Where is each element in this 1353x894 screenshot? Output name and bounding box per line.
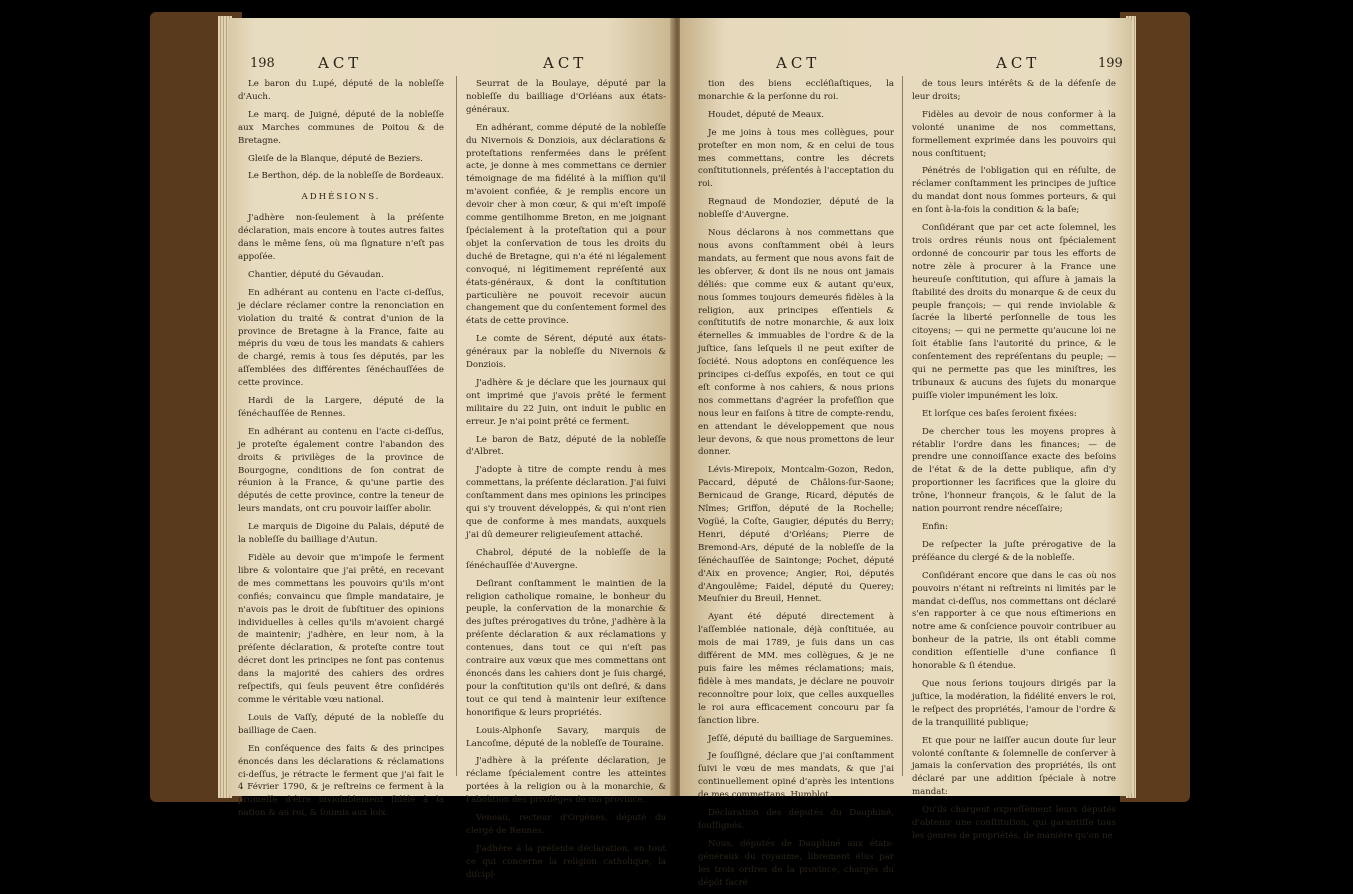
paragraph: Jeſſé, député du bailliage de Sarguemines. — [708, 733, 894, 744]
paragraph: Houdet, député de Meaux. — [708, 109, 825, 120]
left-page — [228, 18, 674, 880]
open-book — [150, 12, 1190, 888]
paragraph: J'adhère à la préſente déclaration, je réclame ſpécialement contre les atteintes portées à la religion ou à la monarchie, & l'abolition des privilèges de ma province. — [466, 756, 666, 806]
running-head: ACT — [776, 54, 821, 72]
paragraph: En adhérant au contenu en l'acte ci-deſſus, je déclare réclamer contre la renonciation en violation du traité & contrat d'union de la province de Bretagne à la France, faite au mépris du vœu de tous les mandats & cahiers de chargé, remis à tous ſes députés, par les aſſemblées des différentes ſénéchauſſées de cette province. — [238, 287, 444, 389]
paragraph: Qu'ils chargent expreſſément leurs députés d'obtenir une conſtitution, qui garantiſſe tous les genres de propriétés, de manière qu'on ne — [912, 805, 1116, 841]
paragraph: J'adhère & je déclare que les journaux qui ont imprimé que j'avois prêté le ferment militaire du 22 Juin, ont induit le public en erreur. Je n'ai point prêté ce ferment. — [466, 377, 666, 427]
paragraph: Pénétrés de l'obligation qui en réſulte, de réclamer conſtamment les principes de juſtice du mandat dont nous ſommes porteurs, & qui en ſont à-la-fois la condition & la baſe; — [912, 166, 1116, 216]
paragraph: Gleiſe de la Blanque, député de Beziers. — [248, 153, 423, 164]
running-head: ACT — [318, 54, 363, 72]
paragraph: Deſirant conſtamment le maintien de la religion catholique romaine, le bonheur du peuple, la conſervation de la monarchie & des juſtes prérogatives du trône, j'adhère à la préſente déclaration & aux réclamations y contenues, dans tout ce qui n'eſt pas contraire aux vœux que mes commettans ont énoncés dans les cahiers dont je ſuis chargé, pour la conſtitution qu'ils ont deſiré, & dans tout ce qui tend à maintenir leur exiſtence honorifique & leurs propriétés. — [466, 578, 666, 718]
paragraph: Seurrat de la Boulaye, député par la nobleſſe du bailliage d'Orléans aux états-généraux. — [466, 79, 666, 115]
paragraph: Louis-Alphonſe Savary, marquis de Lancoſme, député de la nobleſſe de Touraine. — [466, 725, 666, 749]
paragraph: En adhérant au contenu en l'acte ci-deſſus, je proteſte également contre l'abandon des droits & privilèges de la province de Bourgogne, conditions de ſon contrat de réunion à la France, & qu'une partie des députés de cette province, contre la teneur de leurs mandats, ont cru pouvoir laiſſer abolir. — [238, 426, 444, 515]
paragraph: Hardi de la Largere, député de la ſénéchauſſée de Rennes. — [238, 396, 444, 419]
paragraph: De chercher tous les moyens propres à rétablir l'ordre dans les finances; — de prendre une connoiſſance exacte des beſoins de l'état & de la dette publique, afin d'y proportionner les ſacrifices que la gloire du trône, l'honneur françois, & le ſalut de la nation pourront rendre néceſſaire; — [912, 426, 1116, 515]
paragraph: Fidèle au devoir que m'impoſe le ferment libre & volontaire que j'ai prêté, en recevant de mes commettans les pouvoirs qu'ils m'ont confiés; convaincu que ſimple mandataire, je n'avois pas le droit de ſubſtituer des opinions individuelles à celles qu'ils m'avoient chargé de maintenir; j'adhère, en leur nom, à la préſente déclaration, & proteſte contre tout décret dont les principes ne ſont pas contenus dans la majorité des cahiers des ordres reſpectifs, qui ſeuls peuvent être conſidérés comme le véritable vœu national. — [238, 553, 444, 705]
paragraph: Le comte de Sérent, député aux états-généraux par la nobleſſe du Nivernois & Donziois. — [466, 334, 666, 371]
text-column-1 — [698, 78, 894, 894]
running-head: ACT — [543, 54, 588, 72]
paragraph: Et lorſque ces baſes ſeroient fixées: — [922, 408, 1077, 419]
column-rule — [902, 76, 903, 776]
column-rule — [456, 76, 457, 776]
paragraph: En conſéquence des faits & des principes énoncés dans les déclarations & réclamations ci-deſſus, je rétracte le ferment que j'ai fait le 4 Février 1790, & je reſtreins ce ferment à la promeſſe d'être inviolablement fidèle à la nation & au roi, & ſoumis aux loix. — [238, 743, 444, 819]
paragraph: Le marq. de Juigné, député de la nobleſſe aux Marches communes de Poitou & de Bretagne. — [238, 109, 444, 146]
paragraph: Le Berthon, dép. de la nobleſſe de Bordeaux. — [248, 171, 444, 182]
paragraph: Chabrol, député de la nobleſſe de la ſénéchauſſée d'Auvergne. — [466, 547, 666, 571]
text-column-2 — [466, 78, 666, 887]
paragraph: Ayant été député directement à l'aſſemblée nationale, déjà conſtituée, au mois de mai 1789, je ſuis dans un cas différent de MM. mes collègues, & je ne puis faire les mêmes réclamations; mais, fidèle à mes mandats, je déclare ne pouvoir reconnoître pour loix, que celles auxquelles le roi aura efficacement concouru par ſa ſanction libre. — [698, 612, 894, 726]
paragraph: Regnaud de Mondozier, député de la nobleſſe d'Auvergne. — [698, 197, 894, 221]
paragraph: Enfin: — [922, 522, 948, 532]
page-number: 199 — [1098, 56, 1123, 71]
paragraph: En adhérant, comme député de la nobleſſe du Nivernois & Donziois, aux déclarations & proteſtations renfermées dans le préſent acte, je donne à mes commettans ce dernier témoignage de ma fidélité à la miſſion qu'il m'avoient confiée, & je remplis encore un devoir cher à mon cœur, & qui m'eſt impoſé comme gentilhomme Breton, en me joignant ſpécialement à la proteſtation qui a pour objet la conſervation de tous les droits du duché de Bretagne, qui n'a été ni légalement convoqué, ni légitimement repréſenté aux états-généraux, & dont la conſtitution particulière ne pouvoit recevoir aucun changement que du conſentement formel des états de cette province. — [466, 122, 666, 327]
paragraph: Fidèles au devoir de nous conformer à la volonté unanime de nos commettans, formellement exprimée dans les pouvoirs qui nous conſtituent; — [912, 109, 1116, 159]
paragraph: J'adopte à titre de compte rendu à mes commettans, la préſente déclaration. J'ai ſuivi conſtamment dans mes opinions les principes qui s'y trouvent développés, & qui n'ont rien que de conforme à mes mandats, auxquels j'ai dû demeurer religieuſement attaché. — [466, 465, 666, 540]
right-page — [680, 18, 1132, 888]
paragraph: De reſpecter la juſte prérogative de la préſéance du clergé & de la nobleſſe. — [912, 539, 1116, 563]
page-number: 198 — [250, 56, 275, 71]
paragraph: Veneau, recteur d'Orgènes, député du clergé de Rennes. — [466, 813, 666, 836]
paragraph: Conſidérant que par cet acte ſolemnel, les trois ordres réunis nous ont ſpécialement ordonné de concourir par tous les efforts de notre zèle à procurer à la France une heureuſe conſtitution, qui aſſure à jamais la ſtabilité des droits du monarque & de ceux du peuple françois; — qui rende inviolable & ſacrée la liberté perſonnelle de tous les citoyens; — qui ne permette qu'aucune loi ne ſoit établie ſans l'autorité du prince, & le conſentement des repréſentans du peuple; — qui ne permette pas que les miniſtres, les tribunaux & aucuns des ſujets du monarque puiſſe violer impunément les loix. — [912, 223, 1116, 401]
paragraph: Nous déclarons à nos commettans que nous avons conſtamment obéi à leurs mandats, au ferment que nous avons fait de les obſerver, & dont ils ne nous ont jamais déliés: que comme eux & autant qu'eux, nous ſommes toujours demeurés fidèles à la religion, aux principes eſſentiels & conſtitutifs de notre monarchie, & aux loix éternelles & immuables de l'ordre & de la juſtice, ſans leſquels il ne peut exiſter de ſociété. Nous adoptons en conſéquence les principes ci-deſſus expoſés, en tout ce qui eſt conforme à nos cahiers, & nous prions nos commettans d'agréer la profeſſion que nous leur en faiſons à titre de compte-rendu, en attendant le développement que nous leur devons, & que nous promettons de leur donner. — [698, 228, 894, 458]
paragraph: Louis de Vaſſy, député de la nobleſſe du bailliage de Caen. — [238, 712, 444, 736]
paragraph: Le marquis de Digoine du Palais, député de la nobleſſe du bailliage d'Autun. — [238, 522, 444, 546]
paragraph: Le baron du Lupé, député de la nobleſſe d'Auch. — [238, 79, 444, 102]
paragraph: Lévis-Mirepoix, Montcalm-Gozon, Redon, Paccard, député de Châlons-ſur-Saone; Bernicaud de Grange, Ricard, députés de Nîmes; Griffon, député de la Rochelle; Vogüé, la Coſte, Gaugier, députés du Berry; Henri, député d'Orléans; Pierre de Bremond-Ars, député de la nobleſſe de la ſénéchauſſée de Saintonge; Pochet, député d'Aix en provence; Angier, Roi, députés d'Angoulême; Faidel, député du Querey; Meuſnier du Breuil, Hennet. — [698, 465, 894, 605]
paragraph: ADHÉSIONS. — [301, 192, 381, 203]
paragraph: Je ſouſſigné, déclare que j'ai conſtamment ſuivi le vœu de mes mandats, & que j'ai continuellement opiné d'après les intentions de mes commettans. Humblot. — [698, 751, 894, 801]
paragraph: Chantier, député du Gévaudan. — [248, 269, 384, 280]
paragraph: J'adhère à la préſente déclaration, en tout ce qui concerne la religion catholique, la diſcipl- — [466, 843, 666, 880]
paragraph: Et que pour ne laiſſer aucun doute ſur leur volonté conſtante & ſolemnelle de conſerver à jamais la conſervation des propriétés, ils ont déclaré par une addition ſpéciale à notre mandat: — [912, 735, 1116, 798]
paragraph: Je me joins à tous mes collègues, pour proteſter en mon nom, & en celui de tous mes commettans, contre les décrets conſtitutionnels, préſentés à l'acceptation du roi. — [698, 127, 894, 190]
paragraph: de tous leurs intérêts & de la défenſe de leur droits; — [912, 79, 1116, 102]
paragraph: Nous, députés de Dauphiné aux états-généraux du royaume, librement élus par les trois ordres de la province, chargés du dépôt ſacré — [698, 838, 894, 888]
paragraph: Que nous ſerions toujours dirigés par la juſtice, la modération, la fidélité envers le roi, le reſpect des propriétés, l'amour de l'ordre & de la tranquillité publique; — [912, 678, 1116, 728]
paragraph: tion des biens eccléſiaſtiques, la monarchie & la perſonne du roi. — [698, 79, 894, 102]
paragraph: Conſidérant encore que dans le cas où nos pouvoirs n'étant ni reſtreints ni limités par le mandat ci-deſſus, nos commettans ont déclaré s'en rapporter à ce que nous eſtimerions en notre ame & conſcience pouvoir contribuer au bonheur de la patrie, ils ont établi comme condition eſſentielle d'une confiance ſi honorable & ſi étendue. — [912, 570, 1116, 672]
running-head: ACT — [996, 54, 1041, 72]
paragraph: Déclaration des députés du Dauphiné, ſouſſignés. — [698, 808, 894, 831]
paragraph: J'adhère non-ſeulement à la préſente déclaration, mais encore à toutes autres faites dans le même ſens, où ma ſignature n'eſt pas appoſée. — [238, 213, 444, 262]
text-column-2 — [912, 78, 1116, 848]
paragraph: Le baron de Batz, député de la nobleſſe d'Albret. — [466, 434, 666, 458]
text-column-1 — [238, 78, 444, 825]
